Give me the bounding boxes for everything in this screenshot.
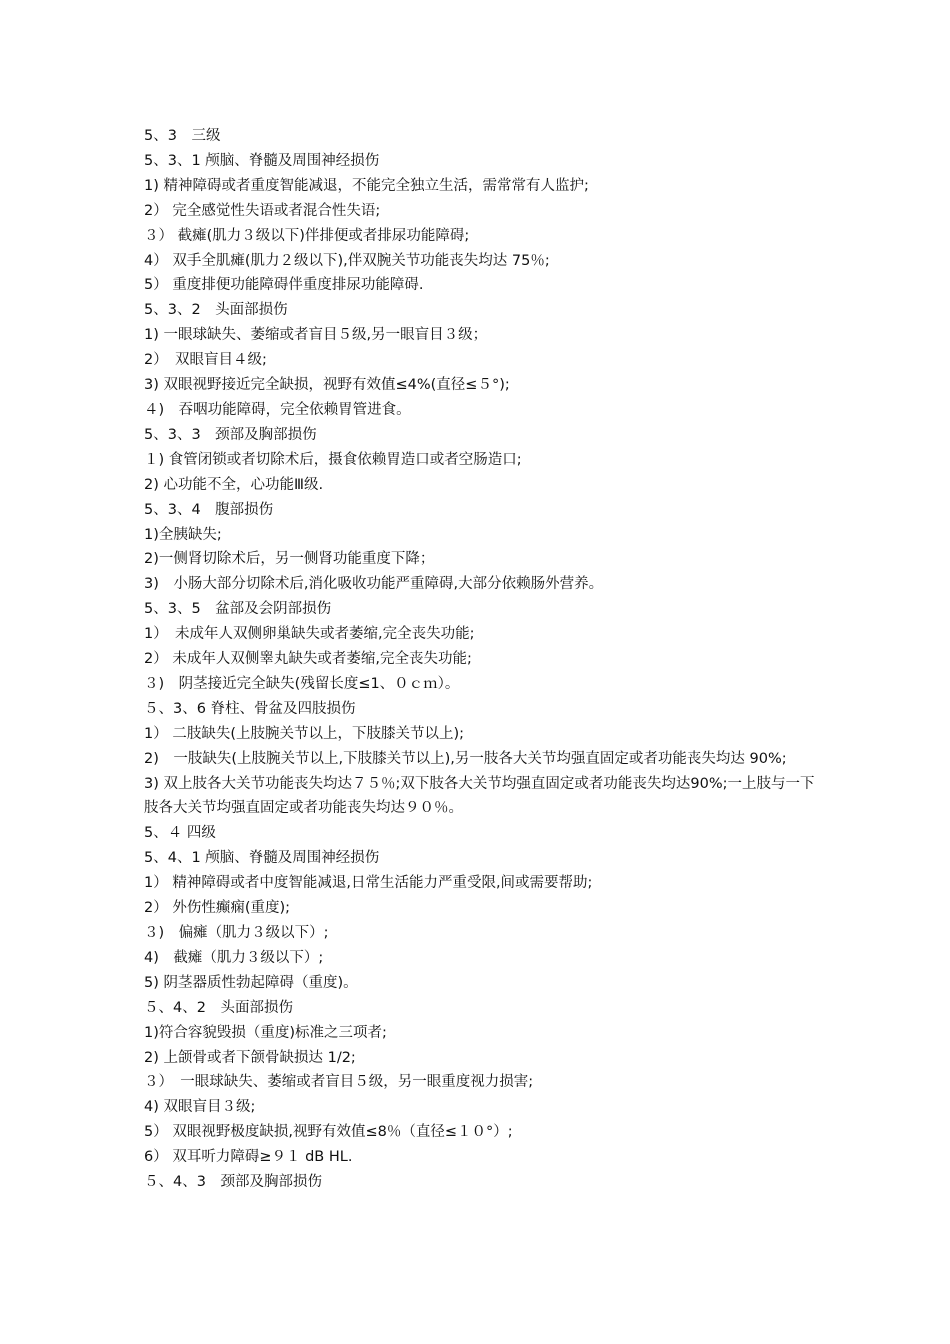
subsection-heading: ５、4、2 头面部损伤 — [144, 999, 293, 1016]
list-item: 5) 阴茎器质性勃起障碍（重度)。 — [144, 974, 358, 991]
section-heading-grade-4: 5、４ 四级 — [144, 825, 216, 842]
list-item: 4) 截瘫（肌力３级以下）; — [144, 949, 324, 966]
list-item: ３） 一眼球缺失、萎缩或者盲目５级，另一眼重度视力损害; — [144, 1074, 534, 1091]
list-item: 2） 双眼盲目４级; — [144, 352, 267, 369]
subsection-heading: ５、4、3 颈部及胸部损伤 — [144, 1174, 322, 1191]
list-item: 3) 小肠大部分切除术后,消化吸收功能严重障碍,大部分依赖肠外营养。 — [144, 576, 604, 593]
list-item: 2） 外伤性癫痫(重度); — [144, 900, 291, 917]
document-body — [144, 124, 820, 1195]
list-item: 6） 双耳听力障碍≥９１ dB HL. — [144, 1149, 353, 1166]
subsection-heading: 5、3、1 颅脑、脊髓及周围神经损伤 — [144, 152, 380, 169]
list-item: ３） 截瘫(肌力３级以下)伴排便或者排尿功能障碍; — [144, 227, 470, 244]
subsection-heading: 5、3、5 盆部及会阴部损伤 — [144, 601, 332, 618]
list-item: 1) 一眼球缺失、萎缩或者盲目５级,另一眼盲目３级； — [144, 327, 488, 344]
list-item: 5） 双眼视野极度缺损,视野有效值≤8％（直径≤１０°）; — [144, 1124, 513, 1141]
list-item: 1)全胰缺失; — [144, 526, 222, 543]
subsection-heading: ５、3、6 脊柱、骨盆及四肢损伤 — [144, 700, 356, 717]
list-item: 2） 完全感觉性失语或者混合性失语; — [144, 202, 381, 219]
list-item: 1） 未成年人双侧卵巢缺失或者萎缩,完全丧失功能; — [144, 626, 475, 643]
list-item: 2) 一肢缺失(上肢腕关节以上,下肢膝关节以上),另一肢各大关节均强直固定或者功能丧失均达 90%; — [144, 750, 787, 767]
subsection-heading: 5、3、3 颈部及胸部损伤 — [144, 426, 317, 443]
list-item: 5） 重度排便功能障碍伴重度排尿功能障碍. — [144, 277, 424, 294]
list-item: 2) 心功能不全，心功能Ⅲ级. — [144, 476, 324, 493]
subsection-heading: 5、3、2 头面部损伤 — [144, 302, 288, 319]
list-item: 1)符合容貌毁损（重度)标准之三项者; — [144, 1024, 387, 1041]
subsection-heading: 5、4、1 颅脑、脊髓及周围神经损伤 — [144, 850, 380, 867]
list-item: １) 食管闭锁或者切除术后，摄食依赖胃造口或者空肠造口; — [144, 451, 522, 468]
list-item: 2) 上颌骨或者下颌骨缺损达 1/2; — [144, 1049, 356, 1066]
list-item: ３) 偏瘫（肌力３级以下）; — [144, 925, 329, 941]
list-item: 4） 双手全肌瘫(肌力２级以下),伴双腕关节功能丧失均达 75％; — [144, 252, 550, 269]
list-item: 2） 未成年人双侧睾丸缺失或者萎缩,完全丧失功能; — [144, 651, 472, 668]
list-item: 1) 精神障碍或者重度智能减退，不能完全独立生活，需常常有人监护; — [144, 177, 589, 194]
list-item: ４) 吞咽功能障碍，完全依赖胃管进食。 — [144, 401, 411, 418]
list-item: 3) 双上肢各大关节功能丧失均达７５％;双下肢各大关节均强直固定或者功能丧失均达90%;一上肢与一下肢各大关节均强直固定或者功能丧失均达９０％。 — [144, 775, 815, 817]
list-item: 3) 双眼视野接近完全缺损，视野有效值≤4%(直径≤５°); — [144, 377, 510, 394]
list-item: 1） 精神障碍或者中度智能减退,日常生活能力严重受限,间或需要帮助; — [144, 875, 593, 892]
list-item: 2)一侧肾切除术后，另一侧肾功能重度下降； — [144, 551, 435, 568]
list-item: 1） 二肢缺失(上肢腕关节以上，下肢膝关节以上); — [144, 725, 465, 742]
list-item: 4) 双眼盲目３级; — [144, 1099, 256, 1116]
subsection-heading: 5、3、4 腹部损伤 — [144, 501, 274, 518]
list-item: ３) 阴茎接近完全缺失(残留长度≤1、０ｃｍ）。 — [144, 675, 460, 692]
section-heading-grade-3: 5、3 三级 — [144, 128, 221, 144]
